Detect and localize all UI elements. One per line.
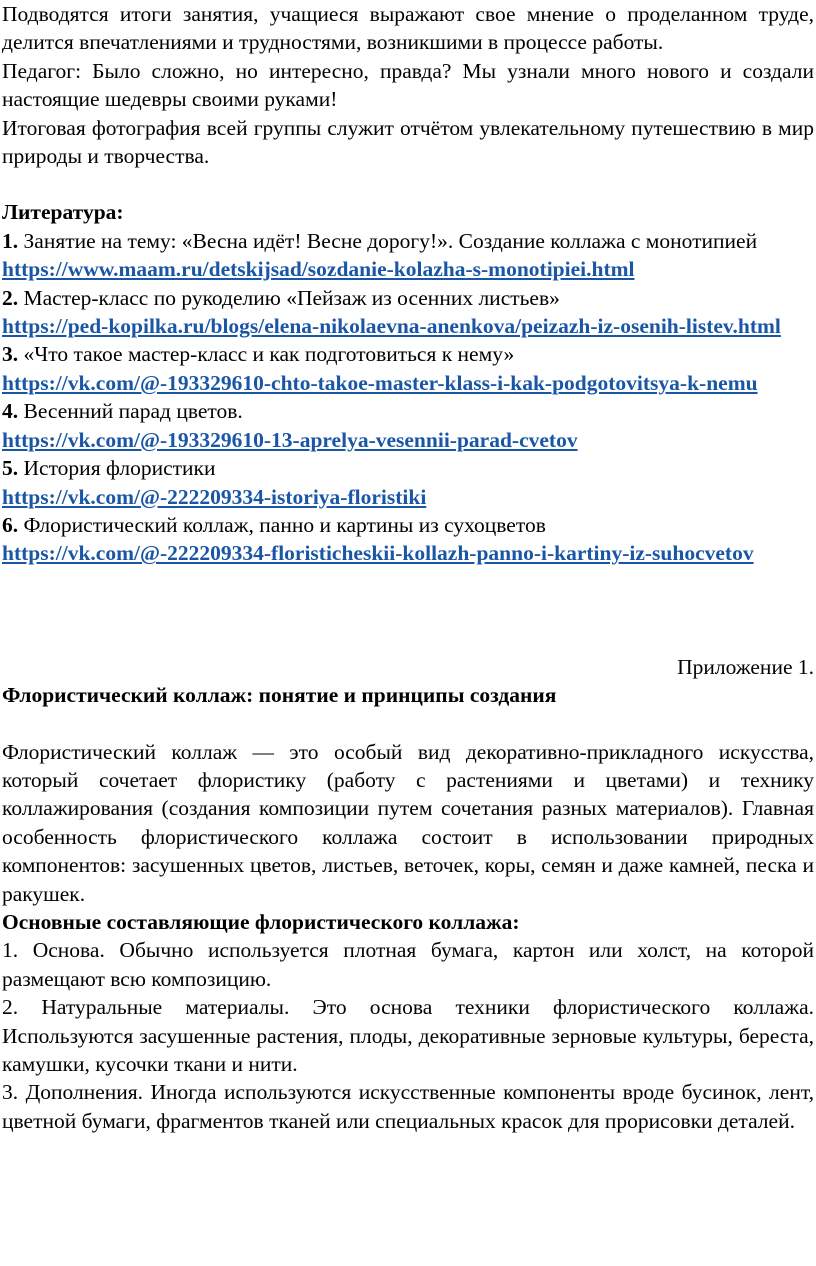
- component-item-1: 1. Основа. Обычно используется плотная бумага, картон или холст, на которой размещают всю композицию.: [2, 938, 814, 991]
- literature-item-1: [2, 227, 814, 284]
- appendix-label: Приложение 1.: [677, 654, 814, 679]
- component-item-3: 3. Дополнения. Иногда используются искусственные компоненты вроде бусинок, лент, цветной бумаги, фрагментов тканей или специальных красок для прорисовки деталей.: [2, 1080, 814, 1133]
- literature-item-5: [2, 454, 814, 511]
- component-item-2: 2. Натуральные материалы. Это основа техники флористического коллажа. Используются засушенные растения, плоды, декоративные зерновые культуры, береста, камушки, кусочки ткани и нити.: [2, 995, 814, 1076]
- literature-item-title: Занятие на тему: «Весна идёт! Весне дорогу!». Создание коллажа с монотипией: [23, 228, 758, 253]
- intro-paragraph-1: Подводятся итоги занятия, учащиеся выражают свое мнение о проделанном труде, делится впечатлениями и трудностями, возникшими в процессе работы.: [2, 2, 814, 55]
- spacer: [2, 568, 814, 653]
- literature-item-number: 5.: [2, 456, 19, 481]
- literature-heading: Литература:: [2, 200, 124, 225]
- literature-link[interactable]: https://vk.com/@-193329610-13-aprelya-vesennii-parad-cvetov: [2, 427, 578, 452]
- spacer: [2, 170, 814, 198]
- literature-item-number: 3.: [2, 342, 19, 367]
- literature-item-number: 4.: [2, 399, 19, 424]
- literature-item-4: [2, 397, 814, 454]
- literature-item-title: Весенний парад цветов.: [23, 399, 243, 424]
- literature-item-number: 1.: [2, 228, 19, 253]
- literature-item-title: Флористический коллаж, панно и картины из сухоцветов: [23, 512, 546, 537]
- components-heading: Основные составляющие флористического коллажа:: [2, 909, 520, 934]
- literature-item-number: 2.: [2, 285, 19, 310]
- spacer: [2, 710, 814, 738]
- literature-link[interactable]: https://vk.com/@-222209334-istoriya-floristiki: [2, 484, 427, 509]
- intro-paragraph-3: Итоговая фотография всей группы служит отчётом увлекательному путешествию в мир природы и творчества.: [2, 115, 814, 169]
- literature-item-3: [2, 340, 814, 397]
- literature-item-2: [2, 284, 814, 341]
- appendix-paragraph-1: Флористический коллаж — это особый вид декоративно-прикладного искусства, который сочетает флористику (работу с растениями и цветами) и технику коллажирования (создания композиции путем сочетания разных материалов). Главная особенность флористического коллажа состоит в использовании природных компонентов: засушенных цветов, листьев, веточек, коры, семян и даже камней, песка и ракушек.: [2, 739, 814, 906]
- intro-paragraph-2: Педагог: Было сложно, но интересно, правда? Мы узнали много нового и создали настоящие шедевры своими руками!: [2, 58, 814, 112]
- literature-item-title: «Что такое мастер-класс и как подготовиться к нему»: [23, 342, 515, 367]
- literature-item-title: История флористики: [23, 456, 216, 481]
- literature-item-number: 6.: [2, 512, 19, 537]
- literature-item-title: Мастер-класс по рукоделию «Пейзаж из осенних листьев»: [23, 285, 560, 310]
- literature-item-6: [2, 511, 814, 568]
- appendix-title: Флористический коллаж: понятие и принципы создания: [2, 683, 557, 708]
- literature-link[interactable]: https://www.maam.ru/detskijsad/sozdanie-kolazha-s-monotipiei.html: [2, 257, 635, 282]
- literature-link[interactable]: https://vk.com/@-222209334-floristicheskii-kollazh-panno-i-kartiny-iz-suhocvetov: [2, 541, 754, 566]
- literature-link[interactable]: https://vk.com/@-193329610-chto-takoe-master-klass-i-kak-podgotovitsya-k-nemu: [2, 370, 758, 395]
- literature-link[interactable]: https://ped-kopilka.ru/blogs/elena-nikolaevna-anenkova/peizazh-iz-osenih-listev.html: [2, 314, 781, 339]
